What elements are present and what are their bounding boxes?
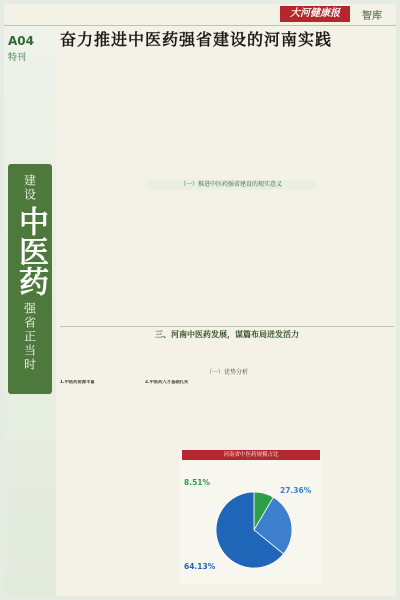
page-number: A04 <box>8 34 34 48</box>
lead-columns <box>60 80 394 174</box>
body-column-2 <box>145 194 224 318</box>
lead-column-1 <box>60 80 139 174</box>
slice-value-1: 27.36% <box>280 486 312 495</box>
lower-column-4 <box>315 380 394 580</box>
body-column-3 <box>230 194 309 318</box>
lower-item-one-heading: 1.中医药资源丰富 <box>60 380 95 385</box>
banner-bottom-text: 强省正当时 <box>22 302 37 372</box>
section-one-subhead: （一）推进中医药强省建设的现实意义 <box>146 180 316 190</box>
lower-item-two-heading: 2.中医药人才基础扎实 <box>145 380 189 385</box>
pie-chart <box>180 450 322 584</box>
body-columns <box>60 194 394 318</box>
lead-column-3 <box>230 80 309 174</box>
page-kind: 特刊 <box>8 53 27 63</box>
sidebar-banner <box>8 164 52 394</box>
slice-value-0: 8.51% <box>184 478 211 487</box>
section-tag: 智库 <box>362 11 382 22</box>
section-two-title: 三、河南中医药发展，谋篇布局迸发活力 <box>60 326 394 340</box>
banner-top-text: 建设 <box>22 174 37 202</box>
sidebar <box>4 26 56 596</box>
banner-big-text: 中医药 <box>13 206 48 296</box>
lead-column-2 <box>145 80 224 174</box>
body-column-4 <box>315 194 394 318</box>
newspaper-brand: 大河健康报 <box>280 6 350 22</box>
masthead <box>4 4 396 26</box>
slice-value-2: 64.13% <box>184 562 216 571</box>
section-two-subhead: （一）优势分析 <box>205 369 248 376</box>
chart-title: 河南省中医药规模占比 <box>182 450 320 460</box>
body-column-1 <box>60 194 139 318</box>
article-headline: 奋力推进中医药强省建设的河南实践 <box>60 30 333 49</box>
lower-column-1 <box>60 380 139 580</box>
lead-column-4 <box>315 80 394 174</box>
article-main <box>60 30 394 590</box>
newspaper-page <box>4 4 396 596</box>
